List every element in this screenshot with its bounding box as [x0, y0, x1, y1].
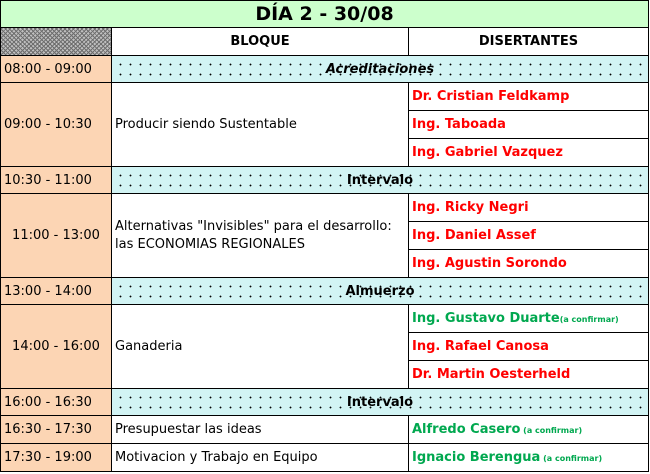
time-cell: 14:00 - 16:00 — [1, 305, 112, 389]
header-corner — [1, 28, 112, 56]
speaker-name: Ing. Gabriel Vazquez — [412, 145, 563, 160]
speaker-cell — [409, 305, 649, 333]
speaker-cell — [409, 139, 649, 167]
speaker-name: Ing. Ricky Negri — [412, 200, 529, 215]
header-bloque: BLOQUE — [112, 28, 409, 56]
bloque-cell: Motivacion y Trabajo en Equipo — [112, 444, 409, 472]
break-label: Intervalo — [346, 172, 414, 188]
speaker-cell — [409, 444, 649, 472]
schedule-row — [1, 389, 649, 416]
header-disertantes: DISERTANTES — [409, 28, 649, 56]
time-cell: 16:30 - 17:30 — [1, 416, 112, 444]
speaker-name: Ing. Gustavo Duarte — [412, 311, 560, 326]
speaker-cell — [409, 361, 649, 389]
bloque-cell: Producir siendo Sustentable — [112, 83, 409, 167]
speaker-cell — [409, 333, 649, 361]
speaker-name: Ignacio Berengua — [412, 450, 541, 465]
speaker-name: Ing. Daniel Assef — [412, 228, 536, 243]
schedule-row — [1, 194, 649, 222]
schedule-row — [1, 416, 649, 444]
schedule-row — [1, 444, 649, 472]
speaker-name: Ing. Rafael Canosa — [412, 339, 549, 354]
speaker-name: Ing. Agustin Sorondo — [412, 256, 567, 271]
time-cell: 09:00 - 10:30 — [1, 83, 112, 167]
time-cell: 17:30 - 19:00 — [1, 444, 112, 472]
break-label: Acreditaciones — [325, 61, 435, 77]
title-row — [1, 1, 649, 28]
schedule-row — [1, 56, 649, 83]
speaker-name: Ing. Taboada — [412, 117, 506, 132]
break-label: Intervalo — [346, 394, 414, 410]
day-title: DÍA 2 - 30/08 — [1, 1, 649, 28]
speaker-cell — [409, 83, 649, 111]
time-cell: 10:30 - 11:00 — [1, 167, 112, 194]
schedule-row — [1, 278, 649, 305]
time-cell: 16:00 - 16:30 — [1, 389, 112, 416]
schedule-row — [1, 83, 649, 111]
speaker-cell — [409, 194, 649, 222]
break-cell — [112, 167, 649, 194]
break-label: Almuerzo — [345, 283, 415, 299]
time-cell: 11:00 - 13:00 — [1, 194, 112, 278]
time-cell: 08:00 - 09:00 — [1, 56, 112, 83]
schedule-row — [1, 305, 649, 333]
confirm-note: (a confirmar) — [540, 454, 603, 463]
speaker-cell — [409, 222, 649, 250]
bloque-cell: Ganaderia — [112, 305, 409, 389]
confirm-note: (a confirmar) — [520, 426, 583, 435]
time-cell: 13:00 - 14:00 — [1, 278, 112, 305]
bloque-cell: Alternativas "Invisibles" para el desarrollo: las ECONOMIAS REGIONALES — [112, 194, 409, 278]
break-cell — [112, 389, 649, 416]
speaker-name: Alfredo Casero — [412, 422, 521, 437]
confirm-note: (a confirmar) — [559, 315, 619, 324]
speaker-name: Dr. Martin Oesterheld — [412, 367, 571, 382]
header-row — [1, 28, 649, 56]
schedule-row — [1, 167, 649, 194]
speaker-cell — [409, 250, 649, 278]
bloque-cell: Presupuestar las ideas — [112, 416, 409, 444]
break-cell — [112, 278, 649, 305]
speaker-name: Dr. Cristian Feldkamp — [412, 89, 570, 104]
speaker-cell — [409, 416, 649, 444]
speaker-cell — [409, 111, 649, 139]
break-cell — [112, 56, 649, 83]
